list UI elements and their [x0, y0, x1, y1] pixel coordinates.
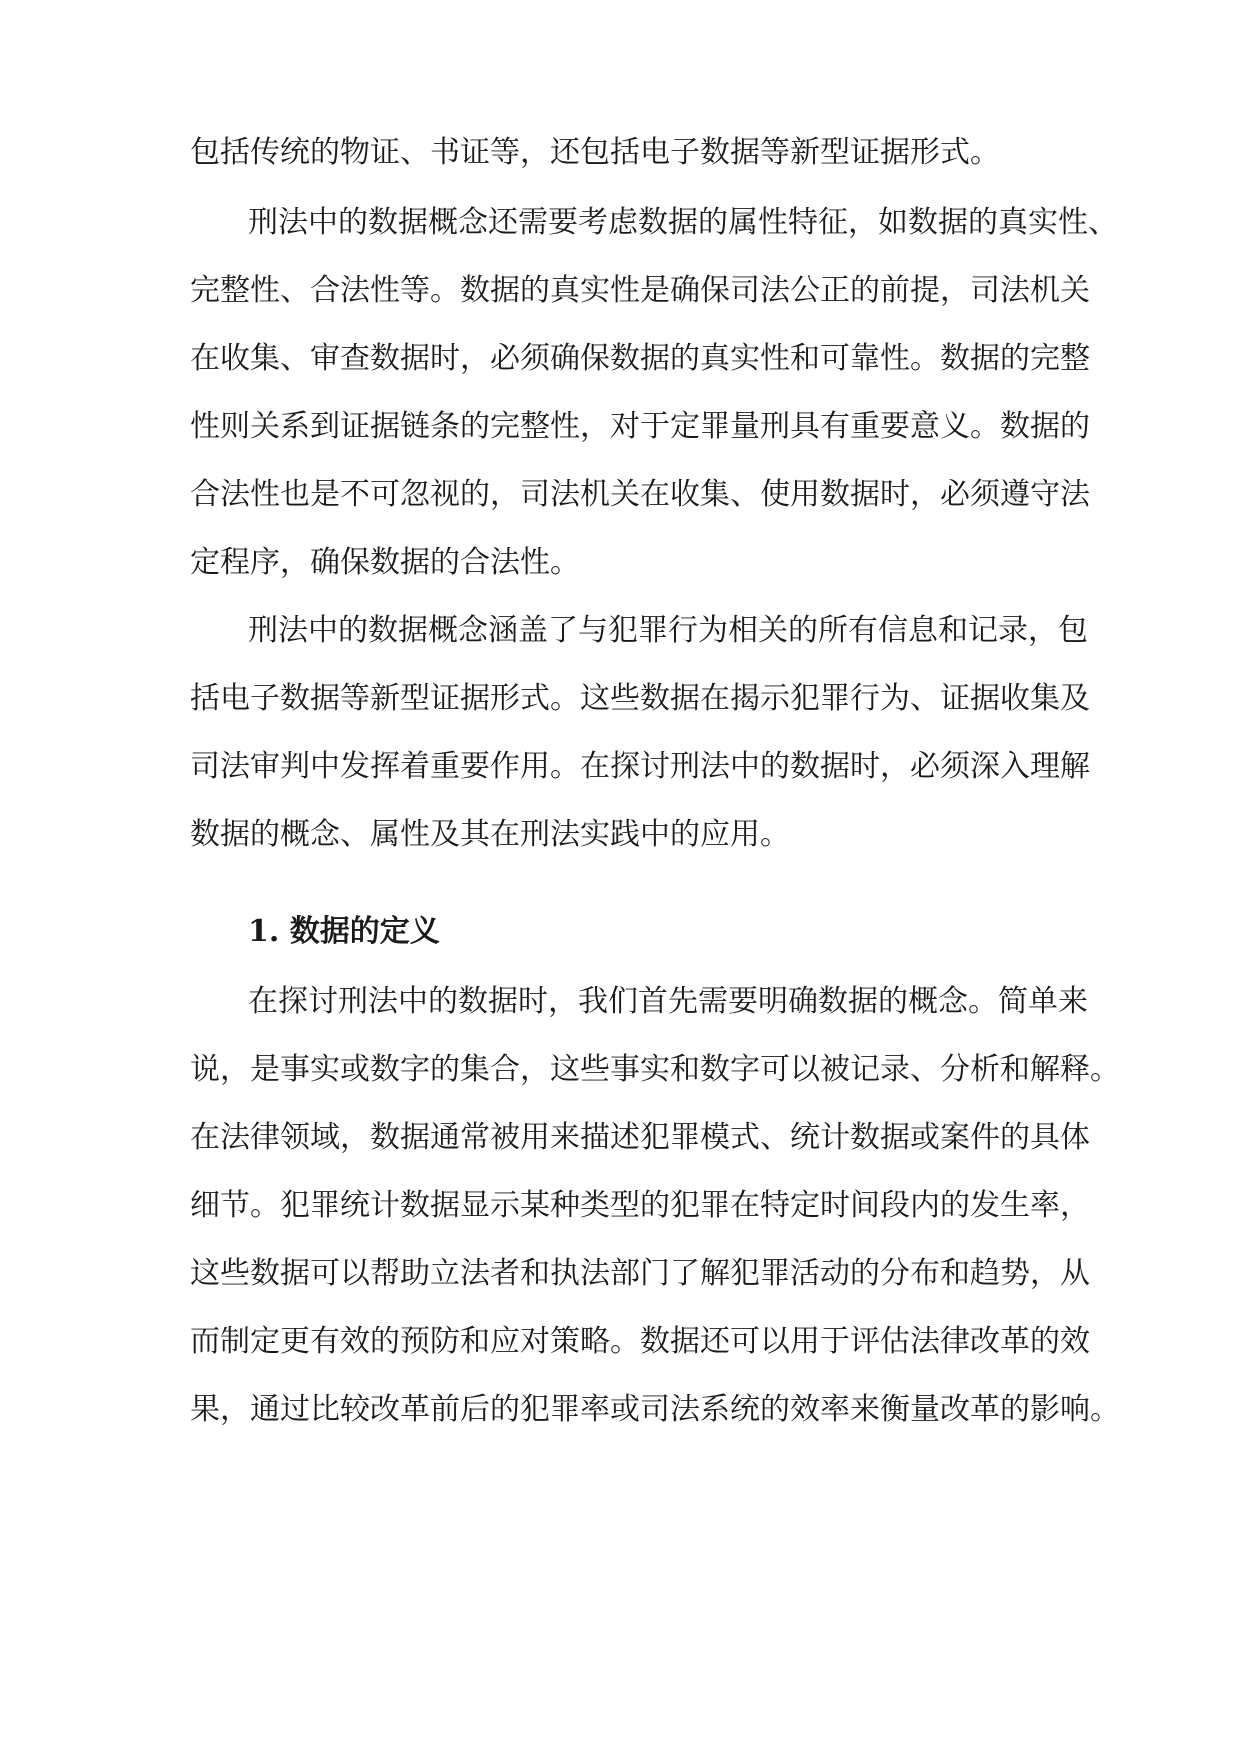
body-text-line: 数据的概念、属性及其在刑法实践中的应用。	[190, 817, 790, 852]
body-text-line: 性则关系到证据链条的完整性，对于定罪量刑具有重要意义。数据的	[190, 409, 1090, 444]
body-text-line: 司法审判中发挥着重要作用。在探讨刑法中的数据时，必须深入理解	[190, 749, 1090, 784]
body-text-line: 刑法中的数据概念还需要考虑数据的属性特征，如数据的真实性、	[248, 205, 1118, 240]
body-text-line: 说，是事实或数字的集合，这些事实和数字可以被记录、分析和解释。	[190, 1052, 1120, 1087]
body-text-line: 而制定更有效的预防和应对策略。数据还可以用于评估法律改革的效	[190, 1324, 1090, 1359]
body-text-line: 细节。犯罪统计数据显示某种类型的犯罪在特定时间段内的发生率，	[190, 1188, 1090, 1223]
body-text-line: 括电子数据等新型证据形式。这些数据在揭示犯罪行为、证据收集及	[190, 681, 1090, 716]
section-heading: 1. 数据的定义	[248, 914, 440, 949]
body-text-line: 在探讨刑法中的数据时，我们首先需要明确数据的概念。简单来	[248, 984, 1088, 1019]
body-text-line: 刑法中的数据概念涵盖了与犯罪行为相关的所有信息和记录，包	[248, 613, 1088, 648]
body-text-line: 在法律领域，数据通常被用来描述犯罪模式、统计数据或案件的具体	[190, 1120, 1090, 1155]
body-text-line: 果，通过比较改革前后的犯罪率或司法系统的效率来衡量改革的影响。	[190, 1392, 1120, 1427]
body-text-line: 这些数据可以帮助立法者和执法部门了解犯罪活动的分布和趋势，从	[190, 1256, 1090, 1291]
body-text-line: 合法性也是不可忽视的，司法机关在收集、使用数据时，必须遵守法	[190, 477, 1090, 512]
body-text-line: 包括传统的物证、书证等，还包括电子数据等新型证据形式。	[190, 135, 1000, 170]
body-text-line: 在收集、审查数据时，必须确保数据的真实性和可靠性。数据的完整	[190, 341, 1090, 376]
body-text-line: 定程序，确保数据的合法性。	[190, 545, 580, 580]
body-text-line: 完整性、合法性等。数据的真实性是确保司法公正的前提，司法机关	[190, 273, 1090, 308]
